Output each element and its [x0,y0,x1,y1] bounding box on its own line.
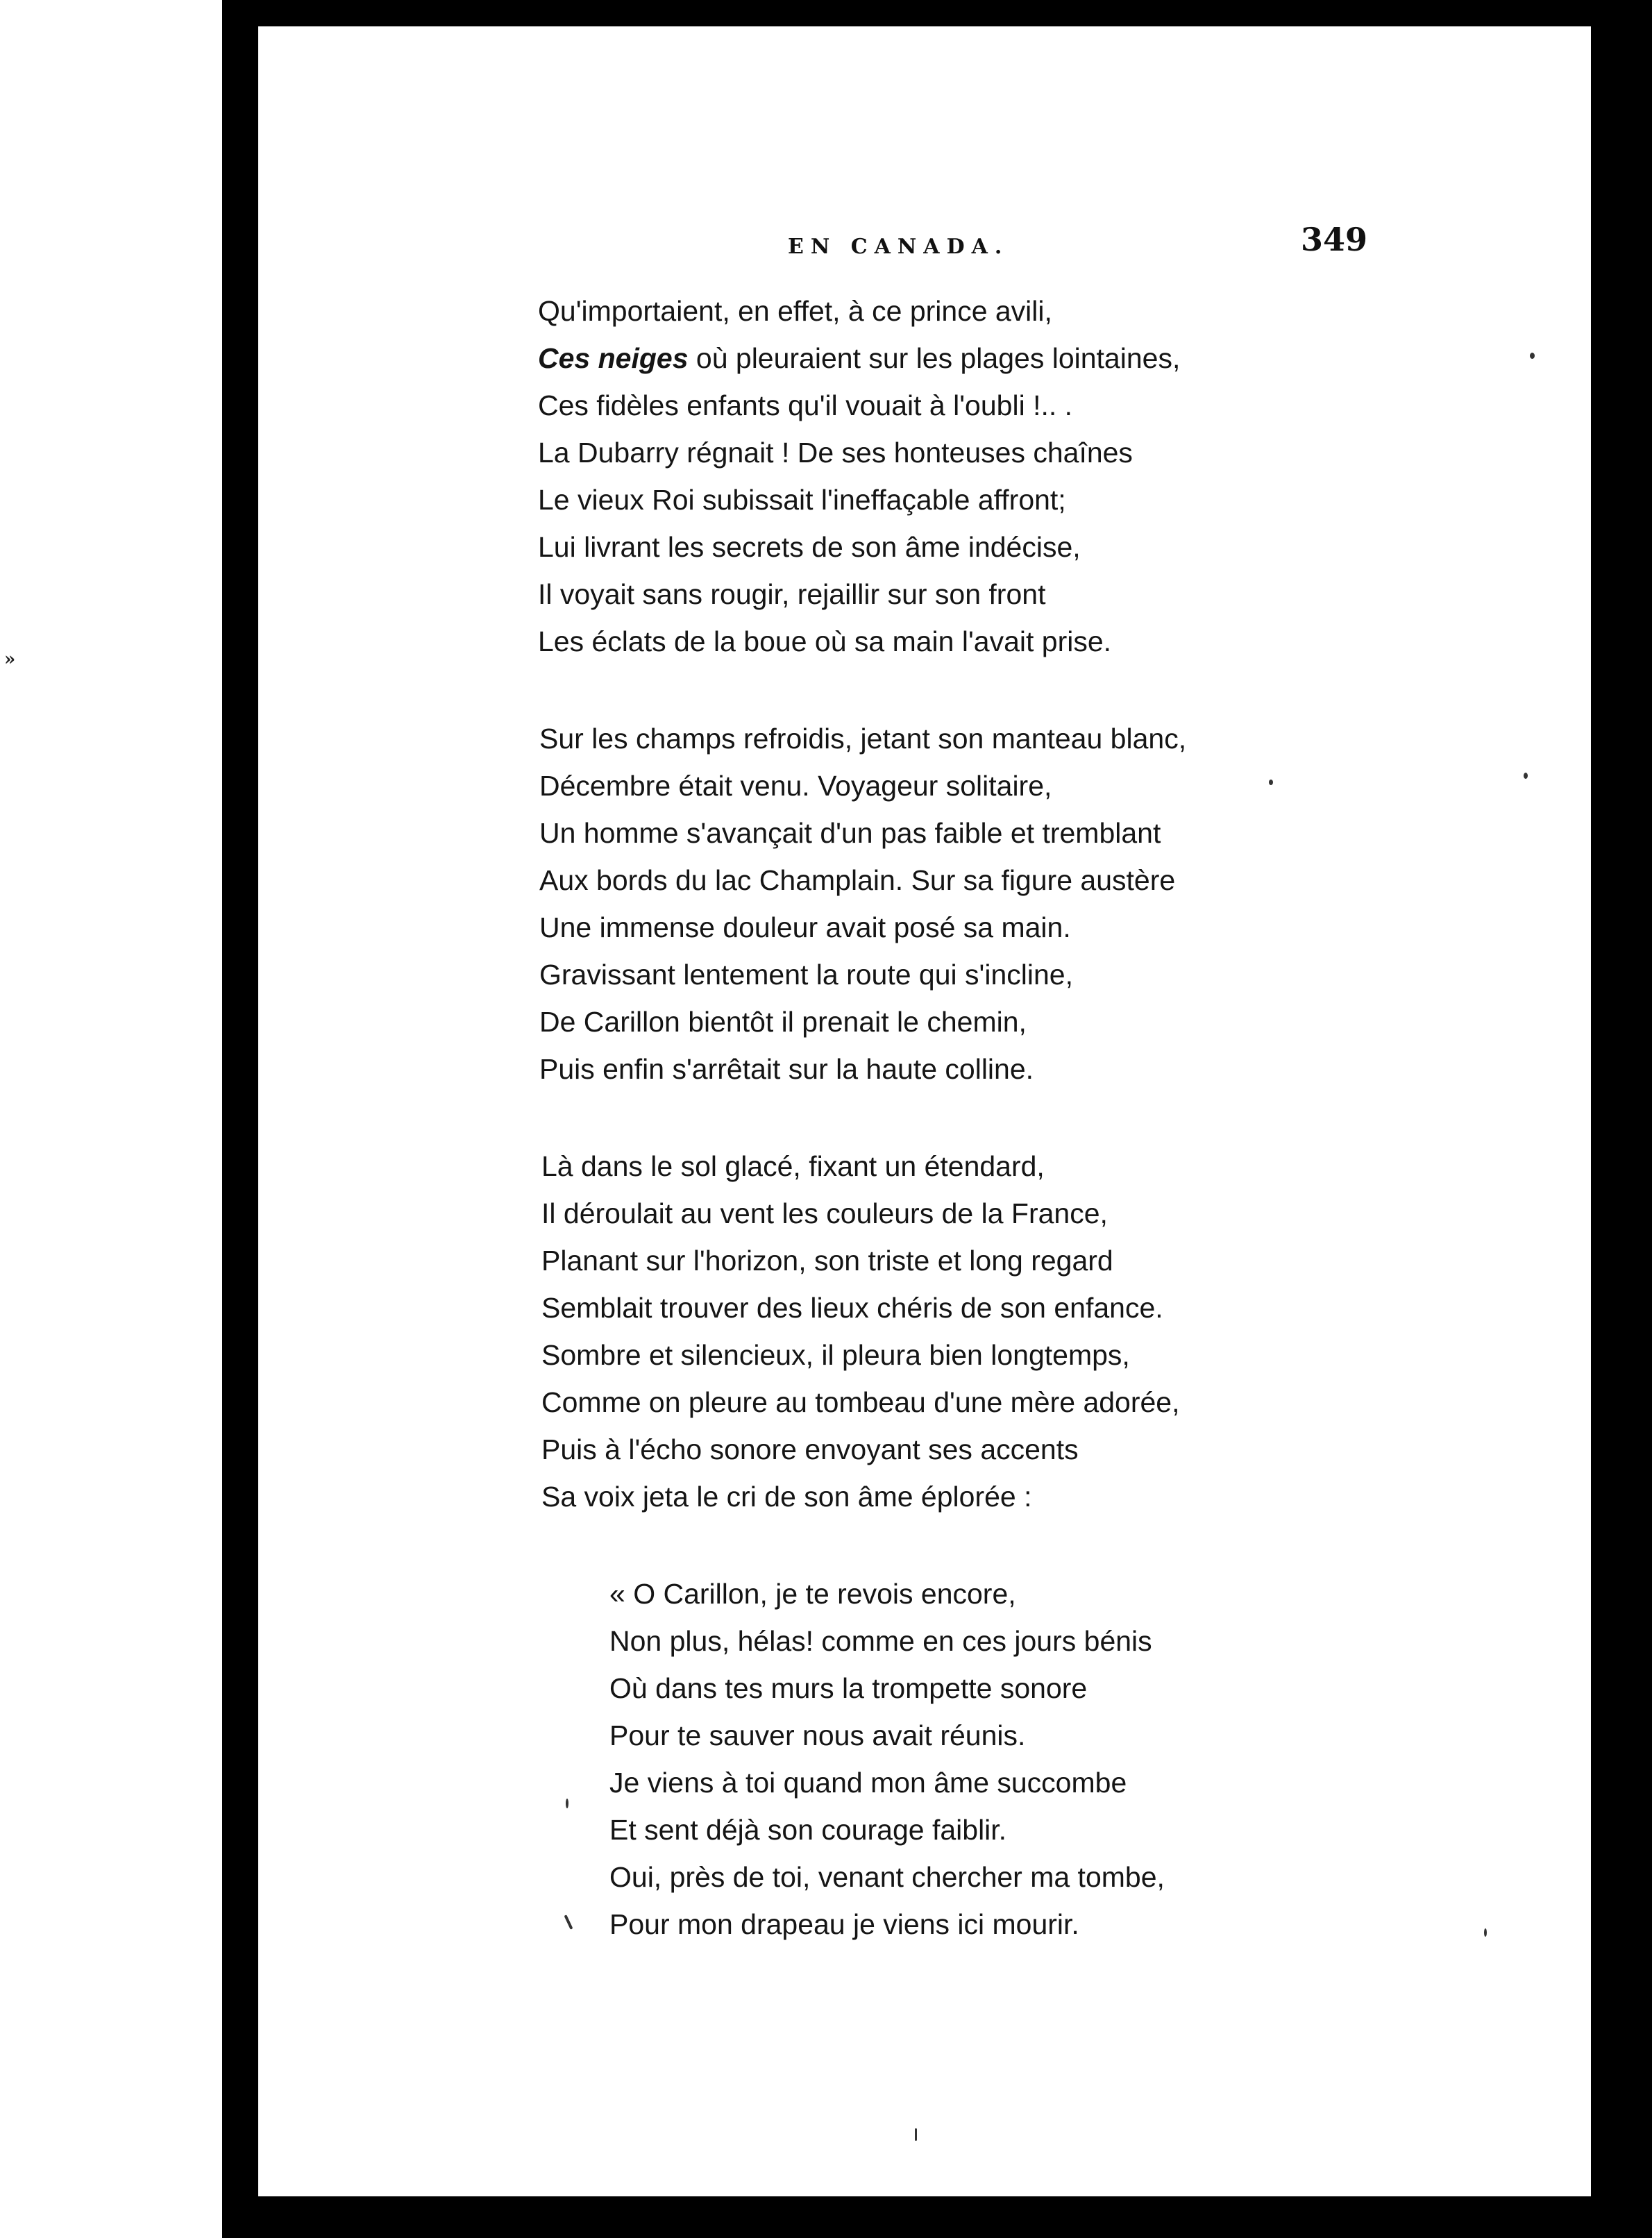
verse-line: Non plus, hélas! comme en ces jours bénis [609,1625,1152,1657]
scan-speck [1484,1928,1487,1937]
verse-line: Sa voix jeta le cri de son âme éplorée : [541,1481,1032,1513]
verse-line: Les éclats de la boue où sa main l'avait prise. [538,625,1112,657]
verse-line: Là dans le sol glacé, fixant un étendard, [541,1150,1045,1182]
italic-phrase: Ces neiges [538,342,689,374]
scan-speck [1524,773,1528,779]
scan-speck [566,1799,568,1808]
verse-line: Une immense douleur avait posé sa main. [539,911,1071,943]
verse-line: De Carillon bientôt il prenait le chemin, [539,1006,1027,1038]
verse-line: Aux bords du lac Champlain. Sur sa figure austère [539,864,1176,896]
verse-line: Il voyait sans rougir, rejaillir sur son front [538,578,1046,610]
verse-line: Ces fidèles enfants qu'il vouait à l'oubli !.. . [538,389,1073,421]
verse-line-rest: où pleuraient sur les plages lointaines, [688,342,1181,374]
previous-page-mark: » [4,649,16,670]
verse-line [538,341,1180,376]
verse-line: Il déroulait au vent les couleurs de la France, [541,1197,1108,1229]
scan-speck [1530,353,1535,359]
verse-line: Pour mon drapeau je viens ici mourir. [609,1908,1079,1940]
verse-line: Qu'importaient, en effet, à ce prince avili, [538,295,1052,327]
verse-line: La Dubarry régnait ! De ses honteuses chaînes [538,437,1133,469]
verse-line: Puis à l'écho sonore envoyant ses accents [541,1433,1079,1465]
previous-page-edge [0,0,222,2238]
scan-speck [1269,780,1273,785]
verse-line: Gravissant lentement la route qui s'incline, [539,959,1073,991]
verse-line: Décembre était venu. Voyageur solitaire, [539,770,1052,802]
verse-line: Comme on pleure au tombeau d'une mère adorée, [541,1386,1180,1418]
page-number: 349 [1301,221,1368,258]
running-title: EN CANADA. [788,235,1009,259]
scan-speck [915,2128,917,2141]
verse-line: Pour te sauver nous avait réunis. [609,1719,1026,1751]
verse-line: Où dans tes murs la trompette sonore [609,1672,1088,1704]
verse-line: Lui livrant les secrets de son âme indécise, [538,531,1081,563]
book-page [258,26,1591,2196]
verse-line: Planant sur l'horizon, son triste et long regard [541,1245,1113,1277]
verse-line: Semblait trouver des lieux chéris de son enfance. [541,1292,1163,1324]
verse-line: Sombre et silencieux, il pleura bien longtemps, [541,1339,1130,1371]
verse-line: Le vieux Roi subissait l'ineffaçable affront; [538,484,1066,516]
verse-line: « O Carillon, je te revois encore, [609,1578,1016,1610]
verse-line: Un homme s'avançait d'un pas faible et tremblant [539,817,1161,849]
verse-line: Et sent déjà son courage faiblir. [609,1814,1007,1846]
verse-line: Puis enfin s'arrêtait sur la haute colline. [539,1053,1034,1085]
scan-speck [564,1915,573,1930]
verse-line: Sur les champs refroidis, jetant son manteau blanc, [539,723,1187,755]
verse-line: Oui, près de toi, venant chercher ma tombe, [609,1861,1165,1893]
verse-line: Je viens à toi quand mon âme succombe [609,1767,1127,1799]
